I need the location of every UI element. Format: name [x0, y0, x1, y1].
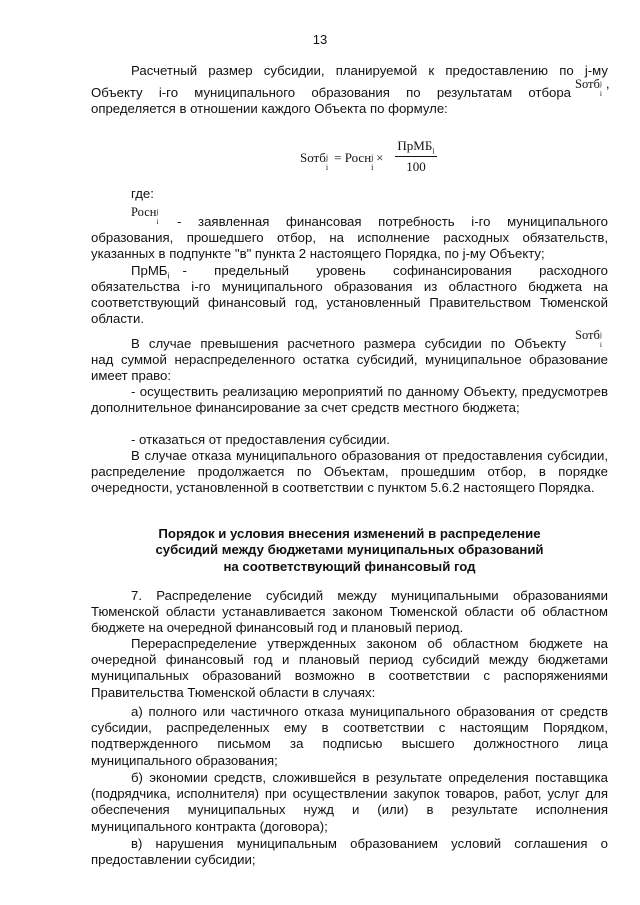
case-b: б) экономии средств, сложившейся в результате определения поставщика (подрядчика, исполнителя) при осуществлении закупок товаров, работ, услуг для обеспечения муниципальных нужд и (или) в результате исполнения муниципального контракта (договора); — [91, 770, 608, 834]
formula-times: × — [376, 150, 384, 165]
rosn-sub: i — [156, 217, 159, 226]
excess-line1: В случае превышения расчетного размера субсидии по Объекту — [131, 336, 566, 351]
formula-numerator — [395, 138, 437, 154]
definition-rosn: - заявленная финансовая потребность i-го муниципального образования, прошедшего отбор, на исполнение расходных обязательств, указанных в подпункте "в" пункта 2 настоящего Порядка, по j-му Объекту; — [91, 214, 608, 262]
trailing-comma: , — [605, 76, 610, 91]
section-heading — [91, 526, 608, 575]
formula-equals: = — [334, 150, 342, 165]
prmb-label: ПрМБ — [131, 263, 168, 278]
refusal-paragraph: В случае отказа муниципального образования от предоставления субсидии, распределение продолжается по Объектам, прошедшим отбор, в порядке очередности, установленной в соответствии с пунктом 5.6.2 настоящего Порядка. — [91, 448, 608, 496]
redistribution-paragraph: Перераспределение утвержденных законом об областном бюджете на очередной финансовый год и плановый период субсидий между бюджетами муниципальных образований возможно в соответствии с распоряжениями Правительства Тюменской области в случаях: — [91, 636, 608, 700]
formula-sotb-sub: i — [325, 163, 329, 172]
paragraph-calculated-subsidy-line3: определяется в отношении каждого Объекта по формуле: — [91, 101, 448, 116]
case-v: в) нарушения муниципальным образованием условий соглашения о предоставлении субсидии; — [91, 836, 608, 868]
sotb-sup-j: j — [599, 79, 602, 88]
formula-sotb: Sотб — [300, 150, 326, 165]
formula-rosn-sup: j — [371, 153, 374, 162]
option-refuse: - отказаться от предоставления субсидии. — [131, 432, 390, 447]
rosn-sup: j — [156, 207, 159, 216]
sotb-symbol-text: Sотб — [575, 77, 600, 91]
heading-line2: субсидий между бюджетами муниципальных образований — [155, 542, 544, 558]
sotb-symbol-excess — [575, 328, 605, 349]
paragraph-calculated-subsidy-line2: Объекту i-го муниципального образования по результатам отбора — [91, 85, 571, 100]
sotb-excess-sup: j — [599, 330, 602, 339]
formula-sotb-sup: j — [325, 153, 329, 162]
fraction-bar — [395, 156, 437, 157]
where-label: где: — [131, 186, 154, 201]
prmb-definition-start: - предельный уровень софинансирования расходного — [182, 263, 608, 278]
formula-rosn-sub: i — [371, 163, 374, 172]
page-number: 13 — [312, 32, 328, 47]
paragraph-calculated-subsidy-line1: Расчетный размер субсидии, планируемой к предоставлению по j-му — [131, 63, 608, 78]
excess-rest: над суммой нераспределенного остатка субсидий, муниципальное образование имеет право: — [91, 352, 608, 384]
prmb-sub-i: i — [167, 271, 170, 281]
formula-lhs — [300, 150, 384, 172]
option-implement: - осуществить реализацию мероприятий по данному Объекту, предусмотрев дополнительное финансирование за счет средств местного бюджета; — [91, 384, 608, 416]
formula-rosn: Росн — [344, 150, 372, 165]
formula-prmb-sub: i — [432, 146, 435, 156]
paragraph-7: 7. Распределение субсидий между муниципальными образованиями Тюменской области устанавливается законом Тюменской области об областном бюджете на очередной финансовый год и плановый период. — [91, 588, 608, 636]
rosn-symbol-text: Росн — [131, 205, 157, 219]
heading-line3: на соответствующий финансовый год — [223, 558, 476, 574]
formula-prmb: ПрМБ — [397, 138, 433, 153]
sotb-sub-i: i — [599, 89, 602, 98]
case-a: а) полного или частичного отказа муниципального образования от средств субсидии, распределенных ему в соответствии с настоящим Порядком, подтвержденного письмом за подписью высшего должностного лица муниципального образования; — [91, 704, 608, 768]
sotb-excess-text: Sотб — [575, 328, 600, 342]
sotb-symbol-inline — [575, 76, 610, 98]
heading-line1: Порядок и условия внесения изменений в распределение — [158, 526, 541, 541]
formula-fraction — [395, 138, 437, 175]
sotb-excess-sub: i — [599, 340, 602, 349]
formula-denominator: 100 — [406, 159, 426, 174]
definition-prmb-rest: обязательства i-го муниципального образования из областного бюджета на соответствующий финансовый год, установленный Правительством Тюменской области. — [91, 279, 608, 327]
